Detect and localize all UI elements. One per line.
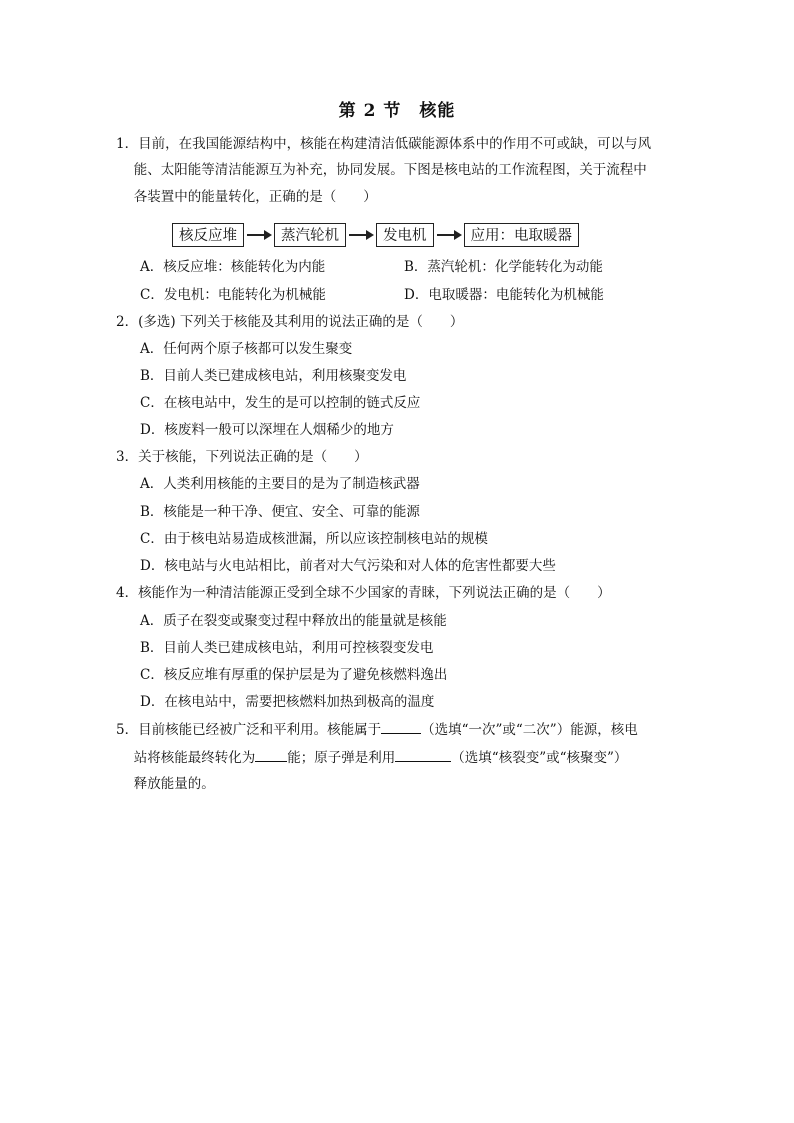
q1-stem-line-2: 能、太阳能等清洁能源互为补充，协同发展。下图是核电站的工作流程图，关于流程中 [116,162,647,178]
q1-stem-line-1: 1．目前，在我国能源结构中，核能在构建清洁低碳能源体系中的作用不可或缺，可以与风 [116,136,652,152]
arrow-right-icon [434,221,464,249]
q1-option-c: C．发电机：电能转化为机械能 [140,287,326,303]
q5-text: 5．目前核能已经被广泛和平利用。核能属于 [116,722,382,738]
q3-stem: 3．关于核能，下列说法正确的是（ ） [116,449,368,465]
arrow-right-icon [346,221,376,249]
answer-blank-2[interactable] [255,747,287,762]
q2-option-d: D．核废料一般可以深埋在人烟稀少的地方 [140,422,394,438]
q2-option-a: A．任何两个原子核都可以发生聚变 [140,341,353,357]
flow-box-generator: 发电机 [376,223,434,247]
q3-option-d: D．核电站与火电站相比，前者对大气污染和对人体的危害性都要大些 [140,558,556,574]
q5-text: 能；原子弹是利用 [287,750,396,766]
q3-option-b: B．核能是一种干净、便宜、安全、可靠的能源 [140,504,420,520]
q3-option-a: A．人类利用核能的主要目的是为了制造核武器 [140,476,420,492]
q2-stem: 2．(多选) 下列关于核能及其利用的说法正确的是（ ） [116,314,464,330]
q3-option-c: C．由于核电站易造成核泄漏，所以应该控制核电站的规模 [140,531,488,547]
q1-option-d: D．电取暖器：电能转化为机械能 [404,287,604,303]
q4-option-d: D．在核电站中，需要把核燃料加热到极高的温度 [140,694,435,710]
q5-text: 站将核能最终转化为 [116,750,256,766]
q5-line-1 [116,719,638,740]
q4-stem: 4．核能作为一种清洁能源正受到全球不少国家的青睐，下列说法正确的是（ ） [116,585,611,601]
page-title: 第 2 节 核能 [338,101,456,121]
q2-option-c: C．在核电站中，发生的是可以控制的链式反应 [140,395,421,411]
flow-box-reactor: 核反应堆 [172,223,244,247]
flow-box-heater: 应用：电取暖器 [464,223,580,247]
flow-diagram [172,221,579,249]
q2-option-b: B．目前人类已建成核电站，利用核聚变发电 [140,368,407,384]
q4-option-c: C．核反应堆有厚重的保护层是为了避免核燃料逸出 [140,667,448,683]
q4-option-a: A．质子在裂变或聚变过程中释放出的能量就是核能 [140,613,447,629]
q1-stem-line-3: 各装置中的能量转化，正确的是（ ） [116,189,377,205]
q1-option-a: A．核反应堆：核能转化为内能 [140,259,326,275]
flow-box-turbine: 蒸汽轮机 [274,223,346,247]
q5-line-2 [116,747,627,768]
answer-blank-1[interactable] [381,719,421,734]
q5-line-3: 释放能量的。 [116,776,215,792]
answer-blank-3[interactable] [395,747,451,762]
q5-text: （选填“一次”或“二次”）能源，核电 [421,722,638,738]
q5-text: （选填“核裂变”或“核聚变”） [451,750,628,766]
q4-option-b: B．目前人类已建成核电站，利用可控核裂变发电 [140,640,434,656]
q1-option-b: B．蒸汽轮机：化学能转化为动能 [404,259,603,275]
arrow-right-icon [244,221,274,249]
